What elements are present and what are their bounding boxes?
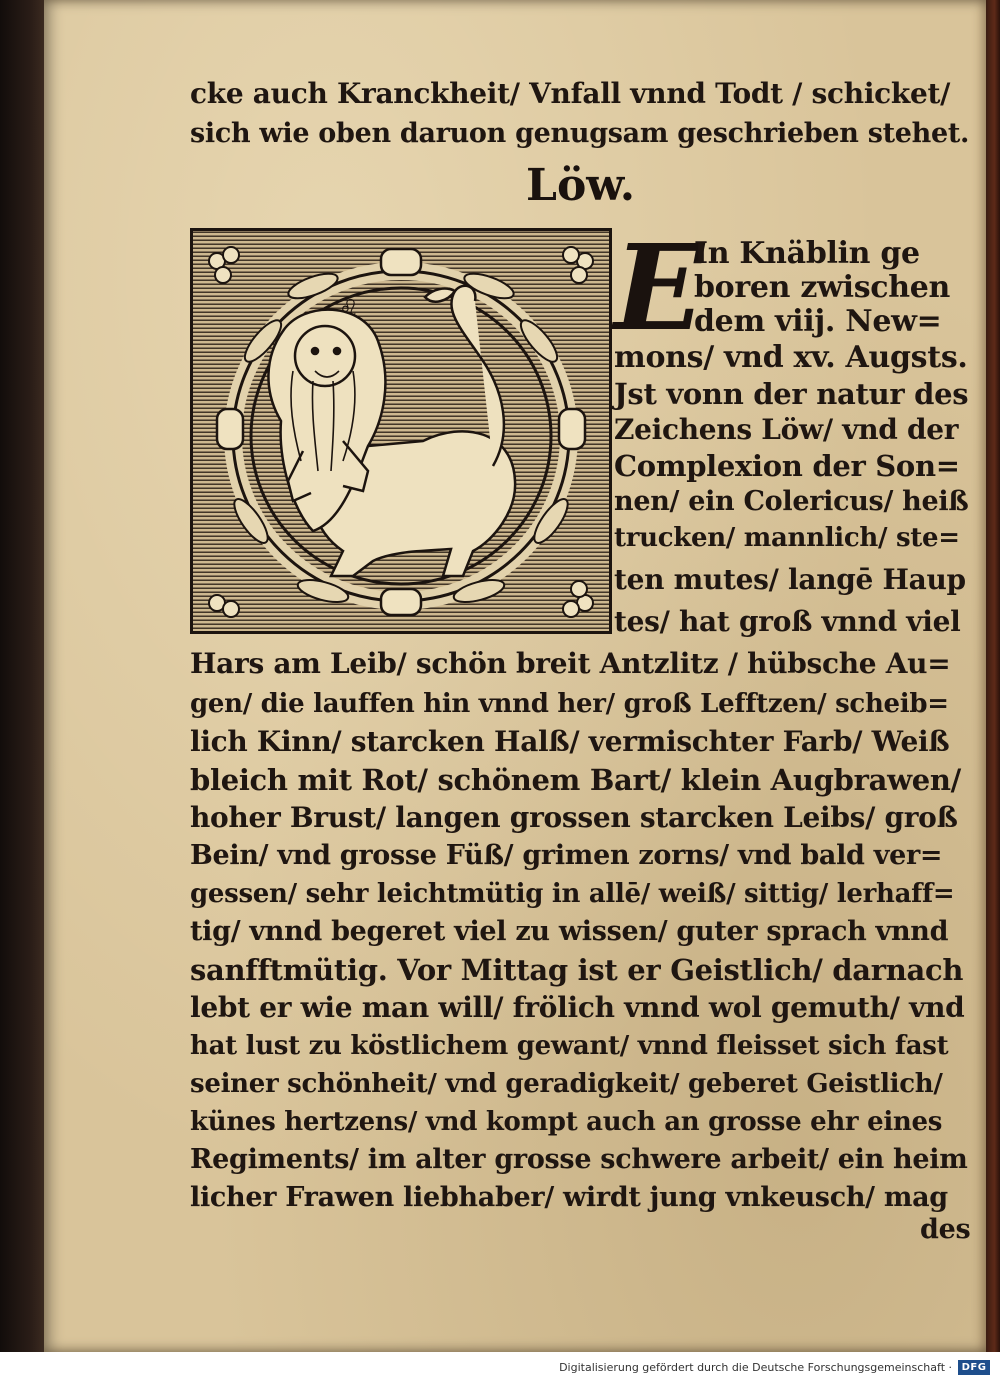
- text-line-side-7: Complexion der Son=: [614, 449, 960, 483]
- text-line-side-3: dem viij. New=: [694, 304, 942, 339]
- digitization-footer: [0, 1352, 1000, 1385]
- text-line-top-1: cke auch Kranckheit/ Vnfall vnnd Todt / schicket/: [190, 77, 951, 110]
- text-line-body-7: gessen/ sehr leichtmütig in allē/ weiß/ sittig/ lerhaff=: [190, 879, 955, 909]
- scan-backdrop-left: [0, 0, 44, 1352]
- lion-woodcut-illustration: [190, 228, 612, 634]
- dfg-logo[interactable]: DFG: [958, 1360, 990, 1375]
- text-line-body-12: seiner schönheit/ vnd geradigkeit/ geberet Geistlich/: [190, 1069, 943, 1099]
- catchword: des: [920, 1214, 971, 1245]
- text-line-body-4: bleich mit Rot/ schönem Bart/ klein Augbrawen/: [190, 763, 961, 797]
- text-line-side-5: Jst vonn der natur des: [614, 377, 969, 411]
- text-line-body-8: tig/ vnnd begeret viel zu wissen/ guter sprach vnnd: [190, 916, 949, 947]
- leo-zodiac-symbol: ♌: [339, 296, 359, 321]
- scan-backdrop-right: [986, 0, 1000, 1352]
- text-line-side-10: ten mutes/ langē Haup: [614, 563, 966, 596]
- text-line-side-1: In Knäblin ge: [694, 236, 920, 271]
- text-line-side-8: nen/ ein Colericus/ heiß: [614, 486, 969, 517]
- text-line-body-15: licher Frawen liebhaber/ wirdt jung vnkeusch/ mag: [190, 1182, 948, 1213]
- text-line-body-3: lich Kinn/ starcken Halß/ vermischter Farb/ Weiß: [190, 725, 950, 758]
- text-line-side-11: tes/ hat groß vnnd viel: [614, 605, 961, 638]
- text-line-body-5: hoher Brust/ langen grossen starcken Leibs/ groß: [190, 801, 958, 834]
- text-line-body-13: künes hertzens/ vnd kompt auch an grosse ehr eines: [190, 1107, 943, 1137]
- text-line-top-2: sich wie oben daruon genugsam geschrieben stehet.: [190, 118, 970, 149]
- text-line-side-2: boren zwischen: [694, 270, 951, 305]
- text-line-body-2: gen/ die lauffen hin vnnd her/ groß Lefftzen/ scheib=: [190, 689, 949, 719]
- text-line-body-1: Hars am Leib/ schön breit Antzlitz / hübsche Au=: [190, 647, 951, 680]
- section-heading: Löw.: [526, 160, 636, 211]
- text-line-body-10: lebt er wie man will/ frölich vnnd wol gemuth/ vnd: [190, 991, 965, 1024]
- text-line-body-6: Bein/ vnd grosse Füß/ grimen zorns/ vnd bald ver=: [190, 840, 943, 871]
- footer-credit-text: Digitalisierung gefördert durch die Deutsche Forschungsgemeinschaft ·: [559, 1361, 952, 1374]
- text-line-body-14: Regiments/ im alter grosse schwere arbeit/ ein heim: [190, 1144, 968, 1175]
- text-line-side-6: Zeichens Löw/ vnd der: [614, 413, 959, 446]
- lion-woodcut-svg: [193, 231, 609, 631]
- decorated-initial: E: [614, 218, 704, 357]
- text-line-body-11: hat lust zu köstlichem gewant/ vnnd fleisset sich fast: [190, 1031, 949, 1061]
- text-line-side-9: trucken/ mannlich/ ste=: [614, 523, 960, 553]
- text-line-side-4: mons/ vnd xv. Augsts.: [614, 340, 968, 375]
- text-line-body-9: sanfftmütig. Vor Mittag ist er Geistlich/ darnach: [190, 953, 964, 987]
